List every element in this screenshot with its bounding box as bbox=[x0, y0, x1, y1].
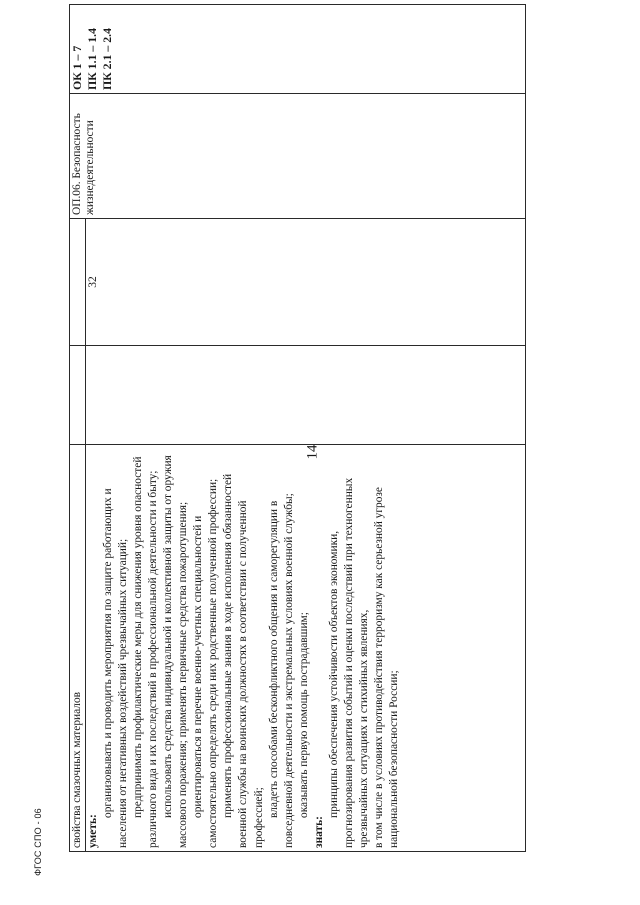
competency-code: ПК 1.1 – 1.4 bbox=[85, 28, 99, 90]
skill-item: организовывать и проводить мероприятия по защите работающих и населения от негативных воздействий чрезвычайных ситуаций; bbox=[102, 488, 130, 848]
skill-item: использовать средства индивидуальной и коллективной защиты от оружия массового поражения; применять первичные средства пожаротушения; bbox=[162, 455, 190, 848]
skill-item: ориентироваться в перечне военно-учетных специальностей и самостоятельно определять среди них родственные полученной профессии; bbox=[192, 478, 220, 848]
material-properties-cell: свойства смазочных материалов bbox=[70, 445, 86, 852]
hours-cell: 32 bbox=[86, 219, 526, 346]
empty-header-cell bbox=[70, 219, 86, 346]
skill-item: оказывать первую помощь пострадавшим; bbox=[297, 612, 310, 818]
skill-item: применять профессиональные знания в ходе исполнения обязанностей военной службы на воинских должностях в соответствии с полученной профессией; bbox=[222, 473, 265, 848]
skill-item: предпринимать профилактические меры для снижения уровня опасностей различного вида и их последствий в профессиональной деятельности и быту; bbox=[132, 456, 160, 848]
document-footer: ФГОС СПО - 06 bbox=[33, 808, 43, 876]
rotated-page-content bbox=[69, 28, 526, 852]
subject-cell bbox=[70, 94, 526, 219]
subject-title: ОП.06. Безопасность жизнедеятельности bbox=[71, 113, 96, 215]
curriculum-table bbox=[69, 4, 526, 852]
empty-header-cell bbox=[70, 346, 86, 445]
knowledge-heading: знать: bbox=[312, 816, 325, 848]
competencies-cell bbox=[70, 5, 526, 94]
empty-cell bbox=[86, 346, 526, 445]
knowledge-item: в том числе в условиях противодействия терроризму как серьезной угрозе национальной безопасности России; bbox=[372, 487, 400, 848]
skill-item: владеть способами бесконфликтного общения и саморегуляции в повседневной деятельности и экстремальных условиях военной службы; bbox=[267, 493, 295, 848]
learning-outcomes-cell bbox=[86, 445, 526, 852]
competency-code: ПК 2.1 – 2.4 bbox=[100, 28, 114, 90]
page-number: 14 bbox=[304, 444, 321, 460]
competency-code: ОК 1 – 7 bbox=[70, 45, 84, 90]
skills-heading: уметь: bbox=[87, 814, 99, 848]
knowledge-item: принципы обеспечения устойчивости объектов экономики, прогнозирования развития событий и оценки последствий при техногенных чрезвычайных ситуациях и стихийных явлениях, bbox=[327, 477, 370, 848]
table-header-row bbox=[70, 5, 86, 852]
